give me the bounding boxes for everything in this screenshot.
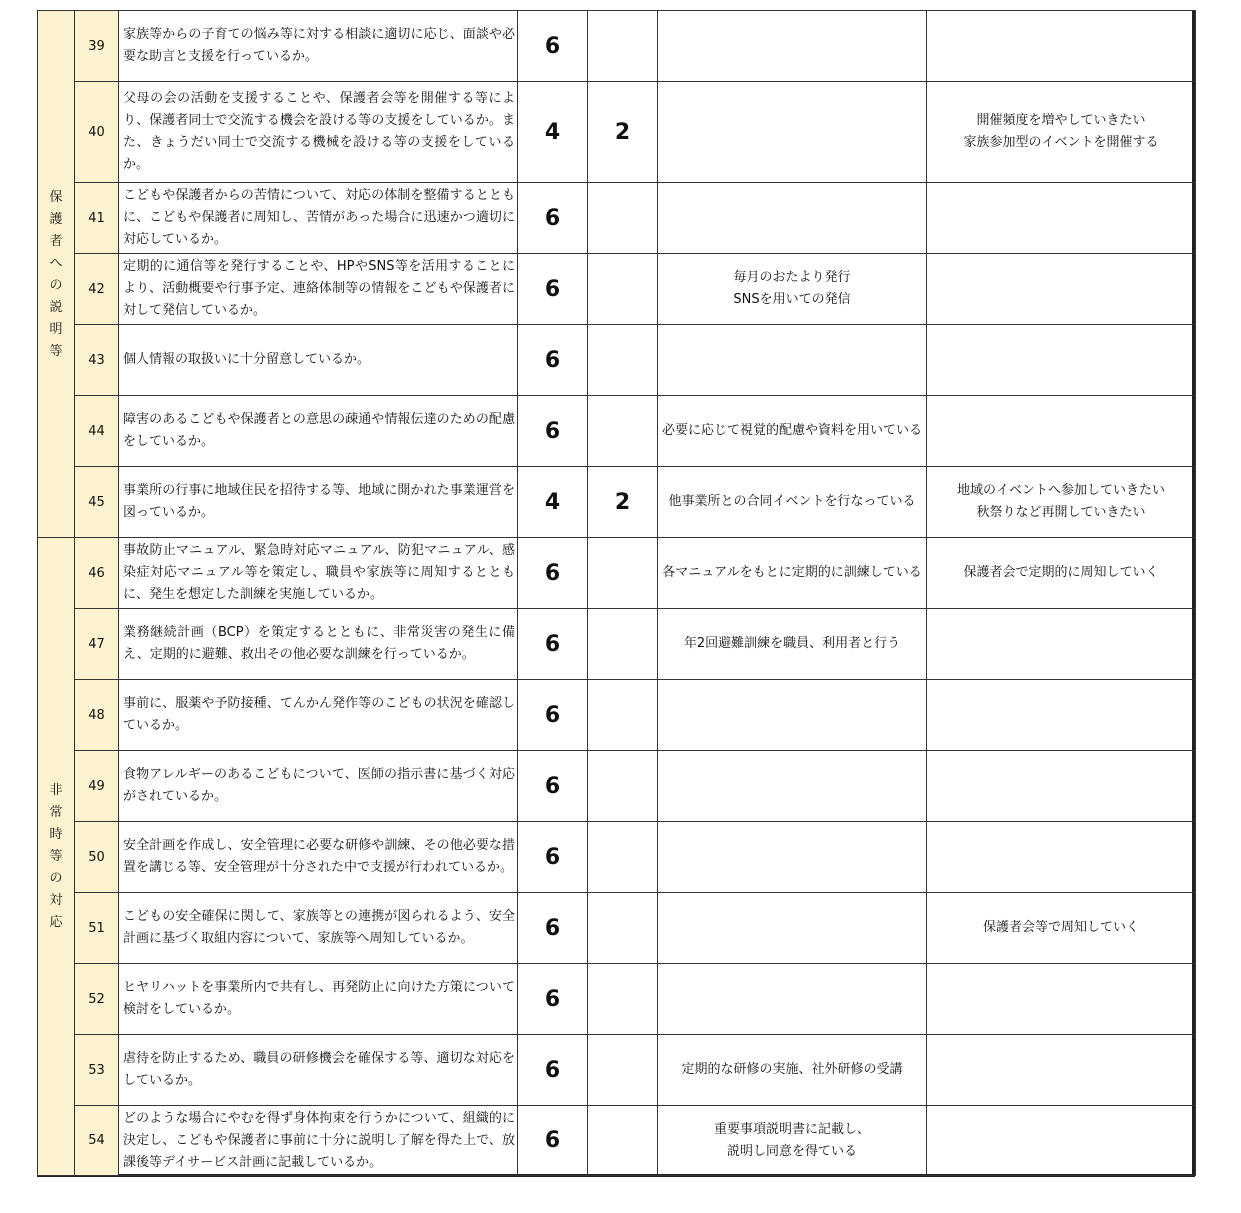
item-number: 40 xyxy=(75,82,119,183)
no-count xyxy=(588,964,658,1035)
question-text: こどもや保護者からの苦情について、対応の体制を整備するとともに、こどもや保護者に周知し、苦情があった場合に迅速かつ適切に対応しているか。 xyxy=(119,183,518,254)
category-char: 対 xyxy=(49,893,63,908)
item-number: 48 xyxy=(75,680,119,751)
question-text: 定期的に通信等を発行することや、HPやSNS等を活用することにより、活動概要や行事予定、連絡体制等の情報をこどもや保護者に対して発信しているか。 xyxy=(119,254,518,325)
effort-note: 各マニュアルをもとに定期的に訓練している xyxy=(658,538,927,609)
yes-count: 6 xyxy=(518,325,588,396)
question-text: 食物アレルギーのあるこどもについて、医師の指示書に基づく対応がされているか。 xyxy=(119,751,518,822)
effort-note xyxy=(658,11,927,82)
item-number: 44 xyxy=(75,396,119,467)
improvement-note xyxy=(927,822,1196,893)
effort-note xyxy=(658,893,927,964)
effort-note xyxy=(658,680,927,751)
yes-count: 6 xyxy=(518,1106,588,1176)
yes-count: 6 xyxy=(518,822,588,893)
effort-note xyxy=(658,82,927,183)
category-char: 説 xyxy=(49,299,63,315)
table-row xyxy=(38,893,1196,964)
improvement-note xyxy=(927,183,1196,254)
yes-count: 6 xyxy=(518,609,588,680)
category-char: 明 xyxy=(49,321,63,337)
category-char: 者 xyxy=(49,233,63,249)
question-text: 個人情報の取扱いに十分留意しているか。 xyxy=(119,325,518,396)
table-row xyxy=(38,751,1196,822)
no-count xyxy=(588,1035,658,1106)
table-row xyxy=(38,538,1196,609)
table-row xyxy=(38,467,1196,538)
category-char: 常 xyxy=(49,805,63,820)
table-row xyxy=(38,183,1196,254)
question-text: どのような場合にやむを得ず身体拘束を行うかについて、組織的に決定し、こどもや保護者に事前に十分に説明し了解を得た上で、放課後等デイサービス計画に記載しているか。 xyxy=(119,1106,518,1176)
category-char: へ xyxy=(49,255,63,271)
no-count xyxy=(588,538,658,609)
category-label xyxy=(38,538,75,1176)
effort-note xyxy=(658,751,927,822)
no-count xyxy=(588,609,658,680)
no-count xyxy=(588,822,658,893)
category-char: の xyxy=(49,871,63,886)
question-text: 障害のあるこどもや保護者との意思の疎通や情報伝達のための配慮をしているか。 xyxy=(119,396,518,467)
table-row xyxy=(38,1106,1196,1176)
effort-note: 必要に応じて視覚的配慮や資料を用いている xyxy=(658,396,927,467)
effort-note xyxy=(658,964,927,1035)
table-row xyxy=(38,680,1196,751)
yes-count: 6 xyxy=(518,1035,588,1106)
item-number: 51 xyxy=(75,893,119,964)
question-text: ヒヤリハットを事業所内で共有し、再発防止に向けた方策について検討をしているか。 xyxy=(119,964,518,1035)
table-row xyxy=(38,254,1196,325)
yes-count: 4 xyxy=(518,467,588,538)
yes-count: 6 xyxy=(518,11,588,82)
improvement-note: 保護者会等で周知していく xyxy=(927,893,1196,964)
item-number: 45 xyxy=(75,467,119,538)
improvement-note xyxy=(927,680,1196,751)
question-text: 業務継続計画（BCP）を策定するとともに、非常災害の発生に備え、定期的に避難、救出その他必要な訓練を行っているか。 xyxy=(119,609,518,680)
improvement-note xyxy=(927,1035,1196,1106)
improvement-note xyxy=(927,1106,1196,1176)
improvement-note: 保護者会で定期的に周知していく xyxy=(927,538,1196,609)
item-number: 49 xyxy=(75,751,119,822)
no-count: 2 xyxy=(588,467,658,538)
item-number: 41 xyxy=(75,183,119,254)
table-row xyxy=(38,964,1196,1035)
item-number: 43 xyxy=(75,325,119,396)
question-text: こどもの安全確保に関して、家族等との連携が図られるよう、安全計画に基づく取組内容について、家族等へ周知しているか。 xyxy=(119,893,518,964)
category-label xyxy=(38,11,75,538)
category-char: 時 xyxy=(49,827,63,842)
no-count xyxy=(588,254,658,325)
item-number: 39 xyxy=(75,11,119,82)
yes-count: 6 xyxy=(518,964,588,1035)
category-char: の xyxy=(49,277,63,293)
no-count: 2 xyxy=(588,82,658,183)
yes-count: 6 xyxy=(518,680,588,751)
table-row xyxy=(38,1035,1196,1106)
yes-count: 6 xyxy=(518,396,588,467)
no-count xyxy=(588,11,658,82)
question-text: 安全計画を作成し、安全管理に必要な研修や訓練、その他必要な措置を講じる等、安全管理が十分された中で支援が行われているか。 xyxy=(119,822,518,893)
question-text: 事業所の行事に地域住民を招待する等、地域に開かれた事業運営を図っているか。 xyxy=(119,467,518,538)
yes-count: 6 xyxy=(518,254,588,325)
improvement-note xyxy=(927,964,1196,1035)
category-char: 護 xyxy=(49,211,63,227)
category-char: 等 xyxy=(49,343,63,359)
improvement-note xyxy=(927,609,1196,680)
effort-note: 定期的な研修の実施、社外研修の受講 xyxy=(658,1035,927,1106)
category-char: 応 xyxy=(49,915,63,930)
improvement-note: 地域のイベントへ参加していきたい 秋祭りなど再開していきたい xyxy=(927,467,1196,538)
question-text: 家族等からの子育ての悩み等に対する相談に適切に応じ、面談や必要な助言と支援を行っているか。 xyxy=(119,11,518,82)
yes-count: 6 xyxy=(518,751,588,822)
item-number: 46 xyxy=(75,538,119,609)
evaluation-table xyxy=(37,10,1196,1176)
item-number: 42 xyxy=(75,254,119,325)
question-text: 父母の会の活動を支援することや、保護者会等を開催する等により、保護者同士で交流する機会を設ける等の支援をしているか。また、きょうだい同士で交流する機械を設ける等の支援をしているか。 xyxy=(119,82,518,183)
question-text: 事前に、服薬や予防接種、てんかん発作等のこどもの状況を確認しているか。 xyxy=(119,680,518,751)
improvement-note xyxy=(927,325,1196,396)
improvement-note xyxy=(927,751,1196,822)
table-row xyxy=(38,325,1196,396)
effort-note xyxy=(658,822,927,893)
item-number: 50 xyxy=(75,822,119,893)
table-row xyxy=(38,82,1196,183)
yes-count: 4 xyxy=(518,82,588,183)
effort-note xyxy=(658,325,927,396)
item-number: 54 xyxy=(75,1106,119,1176)
category-char: 非 xyxy=(49,783,63,798)
effort-note: 年2回避難訓練を職員、利用者と行う xyxy=(658,609,927,680)
table-row xyxy=(38,822,1196,893)
effort-note: 毎月のおたより発行 SNSを用いての発信 xyxy=(658,254,927,325)
category-char: 保 xyxy=(49,189,63,205)
table-row xyxy=(38,396,1196,467)
improvement-note xyxy=(927,396,1196,467)
effort-note xyxy=(658,183,927,254)
effort-note: 他事業所との合同イベントを行なっている xyxy=(658,467,927,538)
no-count xyxy=(588,680,658,751)
improvement-note xyxy=(927,11,1196,82)
no-count xyxy=(588,1106,658,1176)
effort-note: 重要事項説明書に記載し、 説明し同意を得ている xyxy=(658,1106,927,1176)
no-count xyxy=(588,396,658,467)
no-count xyxy=(588,325,658,396)
no-count xyxy=(588,893,658,964)
category-char: 等 xyxy=(49,849,63,864)
no-count xyxy=(588,183,658,254)
improvement-note xyxy=(927,254,1196,325)
table-row xyxy=(38,11,1196,82)
item-number: 47 xyxy=(75,609,119,680)
yes-count: 6 xyxy=(518,538,588,609)
no-count xyxy=(588,751,658,822)
yes-count: 6 xyxy=(518,183,588,254)
item-number: 53 xyxy=(75,1035,119,1106)
improvement-note: 開催頻度を増やしていきたい 家族参加型のイベントを開催する xyxy=(927,82,1196,183)
yes-count: 6 xyxy=(518,893,588,964)
question-text: 虐待を防止するため、職員の研修機会を確保する等、適切な対応をしているか。 xyxy=(119,1035,518,1106)
table-row xyxy=(38,609,1196,680)
question-text: 事故防止マニュアル、緊急時対応マニュアル、防犯マニュアル、感染症対応マニュアル等を策定し、職員や家族等に周知するとともに、発生を想定した訓練を実施しているか。 xyxy=(119,538,518,609)
item-number: 52 xyxy=(75,964,119,1035)
